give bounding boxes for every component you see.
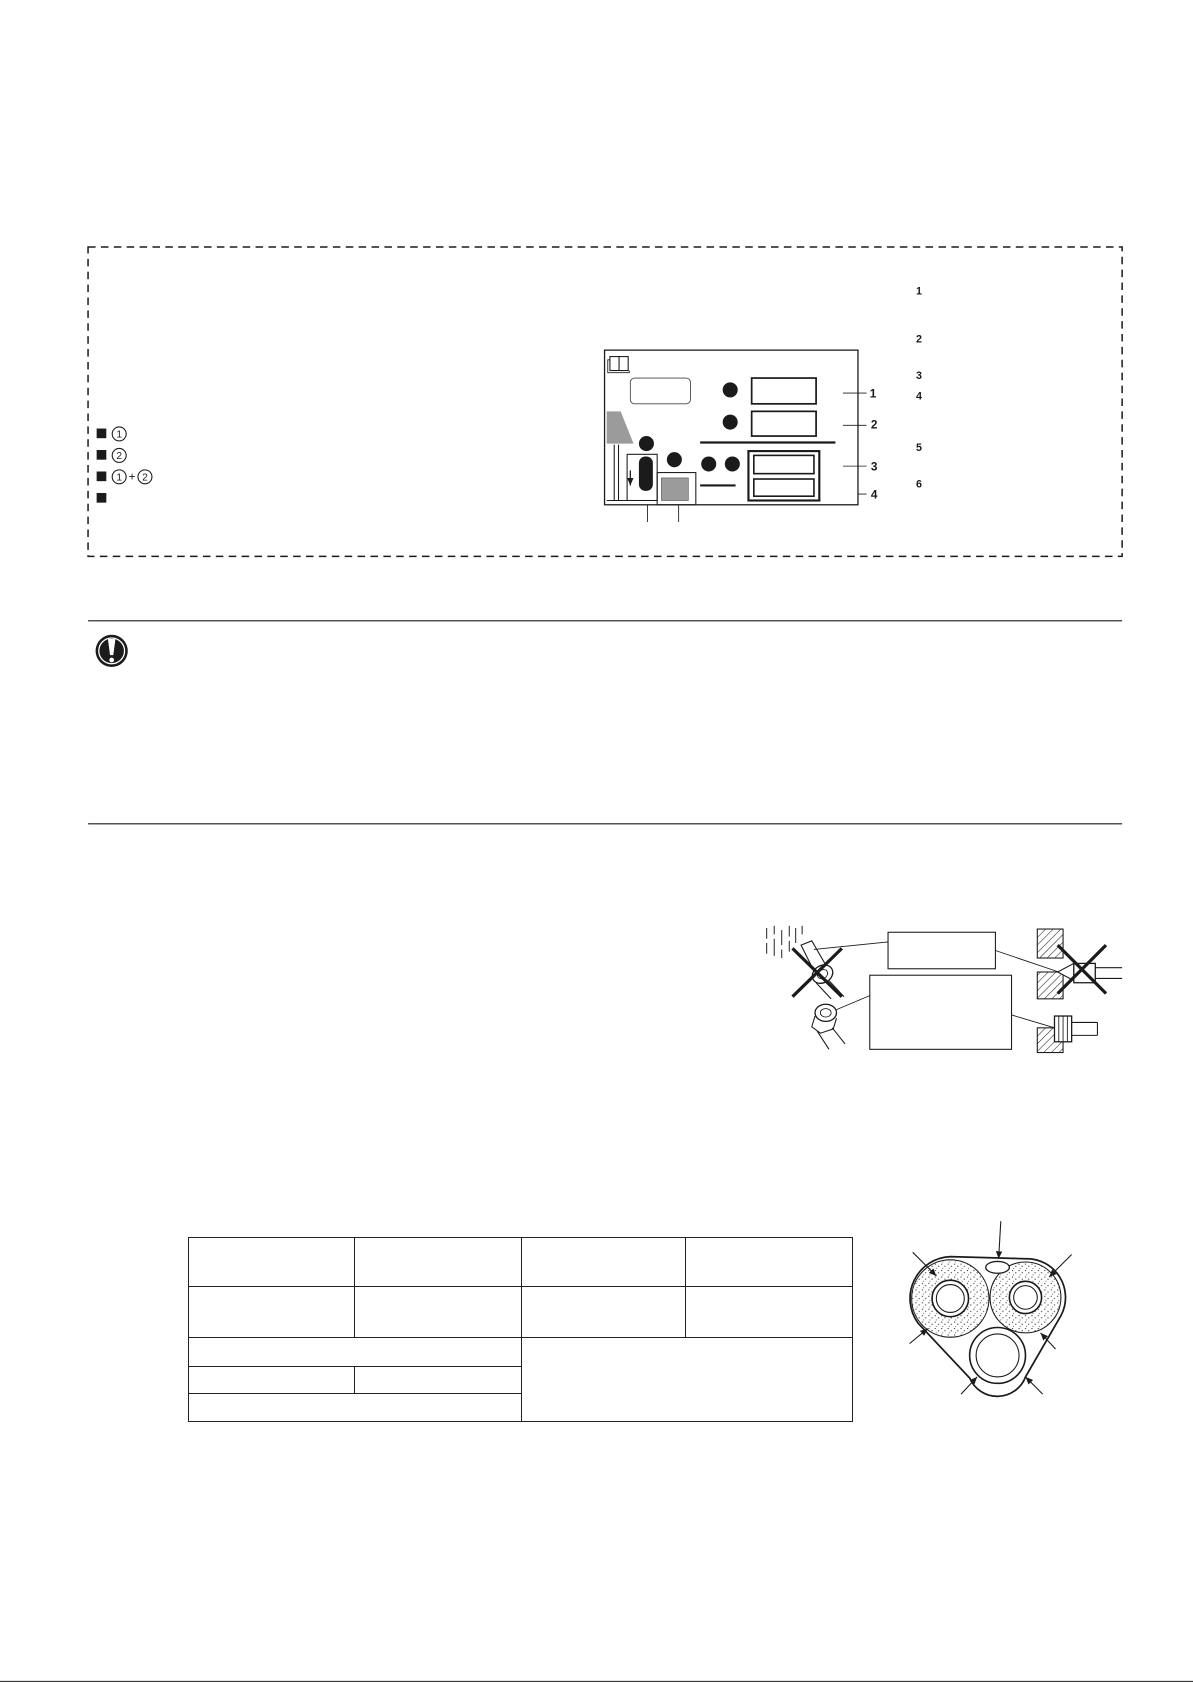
panel-callout: 4 (870, 487, 878, 502)
legend-numbers (916, 285, 922, 490)
table-cell (522, 1287, 686, 1338)
circled-number-text: 2 (116, 451, 123, 463)
panel-callout: 2 (870, 417, 878, 432)
flare-pipe-correct (812, 1004, 845, 1049)
leader-line (814, 942, 888, 950)
circled-number (138, 470, 152, 484)
panel-callout: 3 (870, 459, 878, 474)
indicator-dot (723, 382, 738, 397)
table-cell (189, 1238, 355, 1287)
option-item (97, 448, 127, 462)
plus-sign: + (128, 469, 136, 484)
table-cell (189, 1394, 522, 1422)
circled-number (112, 470, 126, 484)
caption-box (888, 932, 995, 969)
square-bullet-icon (97, 471, 107, 481)
legend-number: 2 (915, 333, 922, 346)
table-cell (686, 1238, 853, 1287)
table-row (189, 1338, 853, 1367)
option-item (97, 427, 127, 441)
circled-number-text: 1 (116, 429, 123, 441)
connection-options-list (97, 427, 152, 503)
table-cell (189, 1338, 522, 1367)
circled-number (112, 448, 126, 462)
option-item (97, 470, 152, 484)
terminal-block (752, 378, 816, 404)
specification-table (188, 1237, 853, 1422)
table-cell (355, 1238, 522, 1287)
indicator-dot (639, 436, 654, 451)
flare-pipe-incorrect (801, 941, 844, 999)
exclamation-circle-icon (96, 635, 128, 667)
wall-pipe-incorrect (1058, 963, 1122, 982)
table-cell (686, 1287, 853, 1338)
square-bullet-icon (97, 450, 107, 460)
control-panel-diagram (605, 350, 878, 522)
grey-button (657, 473, 696, 505)
table-cell (189, 1287, 355, 1338)
switch-housing (607, 445, 657, 501)
grey-wedge (607, 411, 634, 443)
circled-number (112, 427, 126, 441)
table-row (189, 1238, 853, 1287)
caption-box (870, 975, 1012, 1049)
circled-number-text: 2 (142, 472, 148, 484)
legend-number: 3 (915, 370, 922, 383)
table-cell (189, 1367, 355, 1394)
cable (986, 1261, 1010, 1273)
wall-pipe-correct (1054, 1016, 1097, 1042)
leader-line (836, 996, 869, 1010)
indicator-dot (667, 452, 682, 467)
indicator-dot (725, 456, 740, 471)
table-cell (522, 1238, 686, 1287)
book-icon (608, 357, 629, 373)
table-cell (355, 1287, 522, 1338)
option-item (97, 493, 107, 503)
circled-number-text: 1 (116, 472, 123, 484)
insulated-pipe-large (912, 1260, 989, 1337)
legend-number: 4 (915, 390, 922, 403)
drain-pipe (970, 1327, 1026, 1383)
indicator-dot (701, 456, 716, 471)
toggle-switch (639, 456, 653, 490)
table-cell (355, 1367, 522, 1394)
indicator-dot (723, 415, 738, 430)
legend-number: 5 (915, 442, 922, 455)
table-row (189, 1287, 853, 1338)
flare-connection-figure (767, 926, 1122, 1053)
legend-number: 6 (915, 478, 922, 491)
panel-callout: 1 (869, 386, 877, 401)
leader-line (1012, 1015, 1055, 1028)
legend-number: 1 (915, 285, 922, 298)
square-bullet-icon (97, 429, 107, 439)
terminal-block (752, 411, 816, 436)
double-terminal-block (748, 451, 819, 500)
square-bullet-icon (97, 493, 107, 503)
table-cell (522, 1338, 853, 1422)
display-window (630, 378, 690, 404)
insulation-cross-section (910, 1221, 1072, 1396)
